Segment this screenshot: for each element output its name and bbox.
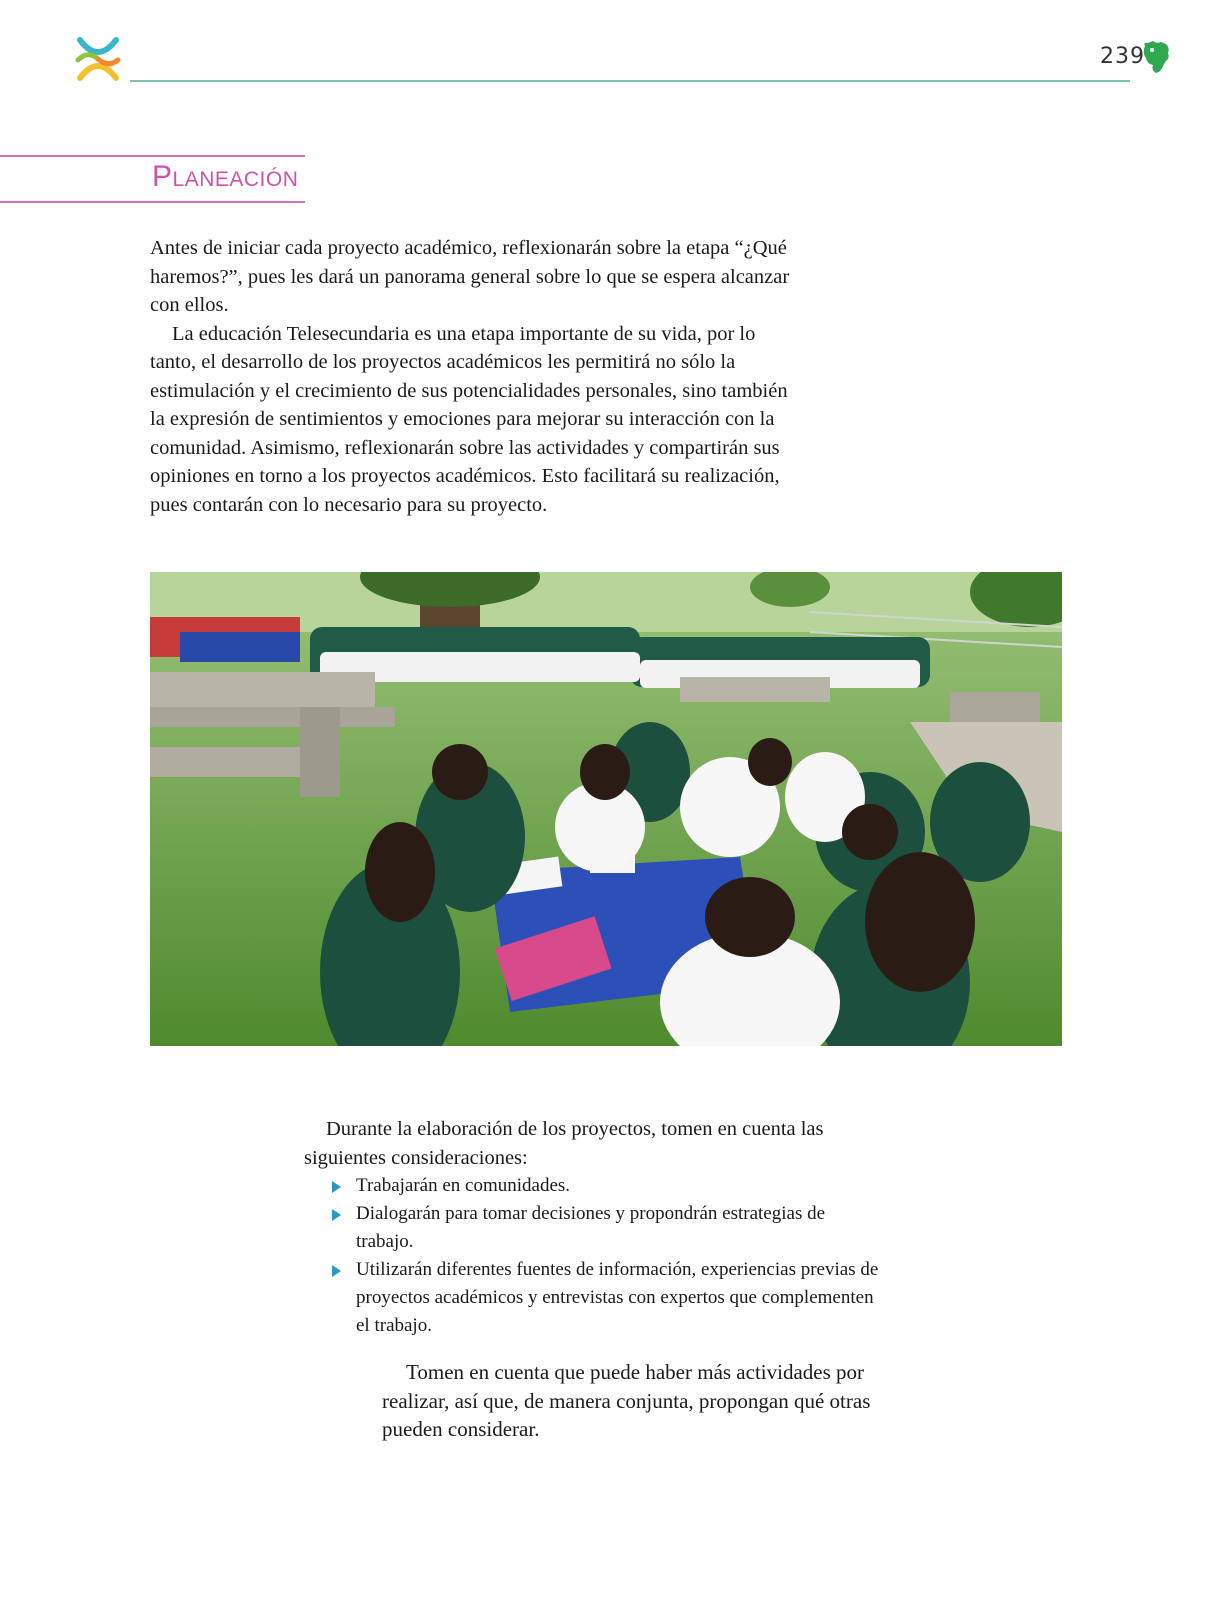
intro-paragraph: Antes de iniciar cada proyecto académico, reflexionarán sobre la etapa “¿Qué haremos?”, pues les dará un panorama general sobre lo que se espera alcanzar con ellos. — [150, 237, 790, 316]
triangle-bullet-icon — [332, 1209, 341, 1221]
triangle-bullet-icon — [332, 1181, 341, 1193]
section-rule-top — [0, 155, 305, 157]
considerations-list — [304, 1172, 884, 1340]
intro-text — [150, 234, 790, 519]
page-number: 239 — [1100, 44, 1145, 69]
list-item — [356, 1256, 884, 1340]
green-emblem-icon — [1141, 40, 1171, 74]
closing-text: Tomen en cuenta que puede haber más actividades por realizar, así que, de manera conjunta, propongan qué otras pueden considerar. — [382, 1360, 871, 1441]
telesecundaria-logo-icon — [72, 34, 124, 84]
list-item-text: Utilizarán diferentes fuentes de información, experiencias previas de proyectos académicos y entrevistas con expertos que complementen el trabajo. — [356, 1259, 879, 1336]
list-item-text: Trabajarán en comunidades. — [356, 1175, 571, 1196]
list-item-text: Dialogarán para tomar decisiones y propondrán estrategias de trabajo. — [356, 1203, 826, 1252]
list-item — [356, 1172, 884, 1200]
section-rule-bottom — [0, 201, 305, 203]
intro-paragraph: La educación Telesecundaria es una etapa importante de su vida, por lo tanto, el desarrollo de los proyectos académicos les permitirá no sólo la estimulación y el crecimiento de sus potencialidades personales, sino también la expresión de sentimientos y emociones para mejorar su interacción con la comunidad. Asimismo, reflexionarán sobre las actividades y compartirán sus opiniones en torno a los proyectos académicos. Esto facilitará su realización, pues contarán con lo necesario para su proyecto. — [150, 322, 788, 516]
considerations — [304, 1115, 884, 1340]
triangle-bullet-icon — [332, 1265, 341, 1277]
list-item — [356, 1200, 884, 1256]
students-photo — [150, 572, 1062, 1046]
header-rule — [130, 80, 1130, 82]
section-title: Planeación — [152, 160, 299, 193]
considerations-lead: Durante la elaboración de los proyectos, tomen en cuenta las siguientes consideraciones: — [304, 1118, 824, 1169]
